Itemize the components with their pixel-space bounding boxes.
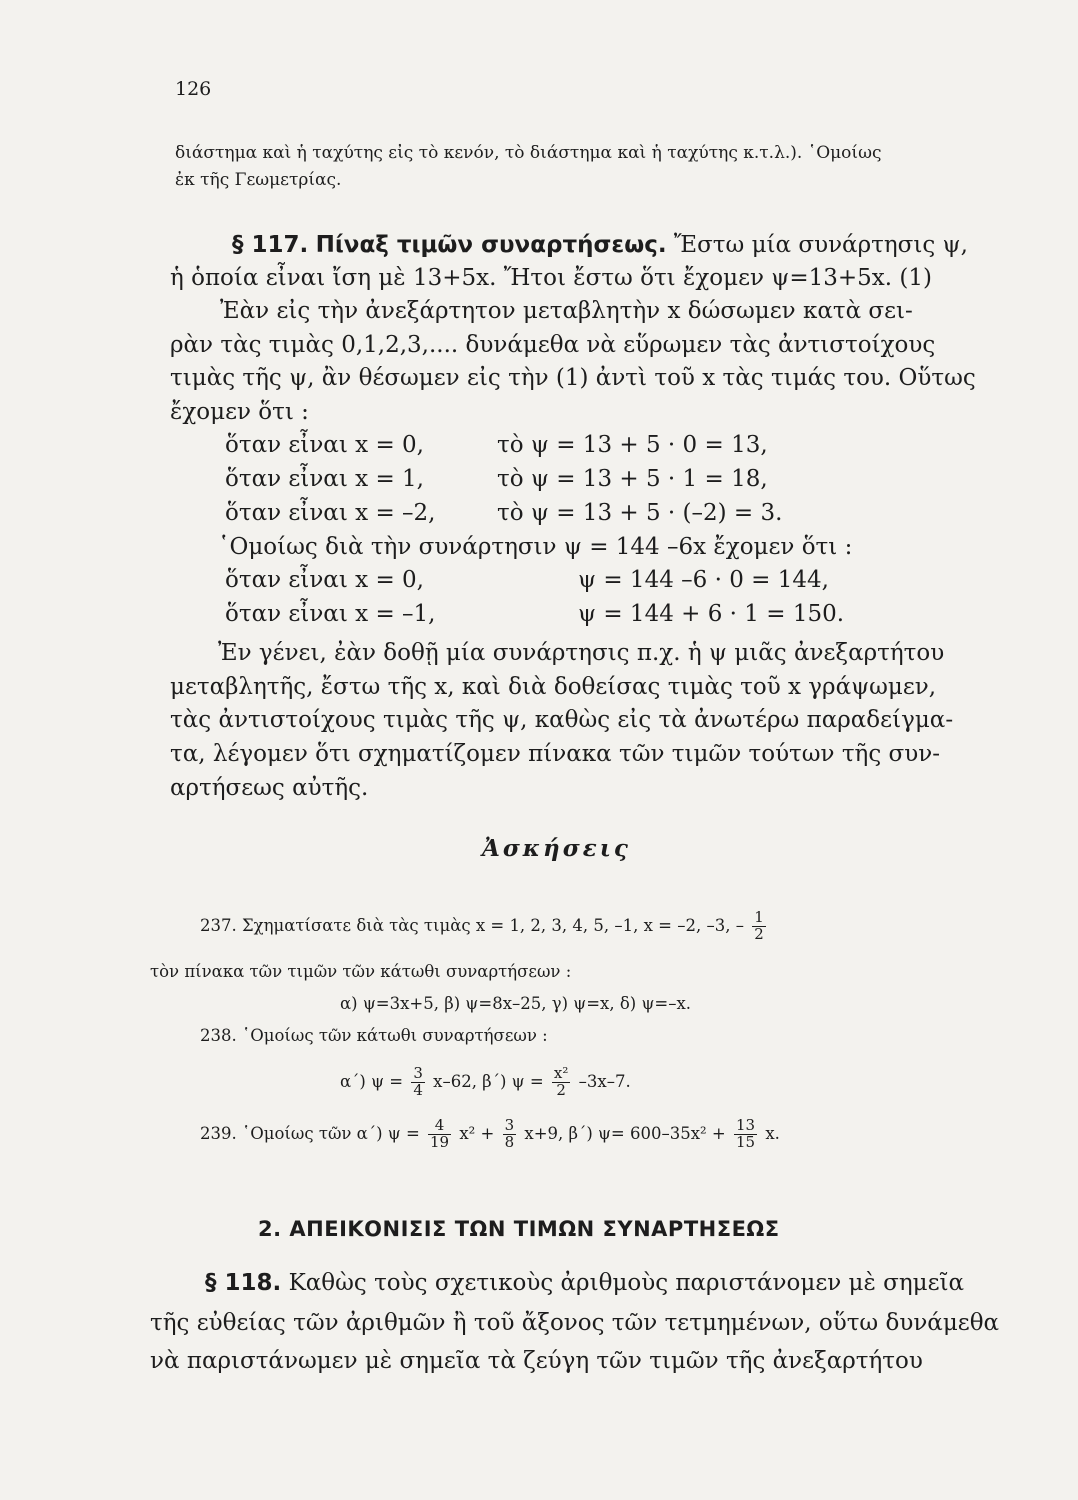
value-row-right: ψ = 144 + 6 · 1 = 150. bbox=[578, 601, 845, 627]
fraction: $\frac{1}{2}$ bbox=[754, 908, 764, 943]
exercise-237-line-1 bbox=[200, 910, 769, 943]
paragraph-line: τῆς εὐθείας τῶν ἀριθμῶν ἢ τοῦ ἄξονος τῶν τετμημένων, οὕτω δυνάμεθα bbox=[150, 1310, 1000, 1336]
value-row-right: τὸ ψ = 13 + 5 · 1 = 18, bbox=[497, 466, 768, 492]
paragraph-line: ἡ ὁποία εἶναι ἴση μὲ 13+5x. Ἤτοι ἔστω ὅτι ἔχομεν ψ=13+5x. (1) bbox=[170, 265, 932, 291]
fraction: $\frac{4}{19}$ bbox=[430, 1116, 450, 1151]
exercise-239: 239. ῾Ομοίως τῶν α΄) ψ = $\frac{4}{19}$ x² + $\frac{3}{8}$ x+9, β΄) ψ= 600–35x² + $\frac{13}{15}$ x. bbox=[200, 1116, 780, 1151]
intro-line-1: διάστημα καὶ ἡ ταχύτης εἰς τὸ κενόν, τὸ διάστημα καὶ ἡ ταχύτης κ.τ.λ.). ῾Ομοίως bbox=[175, 143, 882, 163]
value-row-right: ψ = 144 –6 · 0 = 144, bbox=[578, 567, 829, 593]
fraction: $\frac{3}{4}$ bbox=[413, 1064, 423, 1099]
value-row-right: τὸ ψ = 13 + 5 · 0 = 13, bbox=[497, 432, 768, 458]
section-117-number: § 117. bbox=[232, 232, 309, 258]
paragraph-line: μεταβλητῆς, ἔστω τῆς x, καὶ διὰ δοθείσας τιμὰς τοῦ x γράψωμεν, bbox=[170, 674, 937, 700]
value-row-left: ὅταν εἶναι x = 0, bbox=[225, 567, 424, 593]
page-number: 126 bbox=[175, 78, 212, 100]
value-row-left: ὅταν εἶναι x = –2, bbox=[225, 500, 436, 526]
section-117-heading bbox=[232, 232, 968, 258]
similarly-line: ῾Ομοίως διὰ τὴν συνάρτησιν ψ = 144 –6x ἔχομεν ὅτι : bbox=[218, 534, 853, 560]
section-118-number: § 118. bbox=[205, 1270, 282, 1296]
exercise-237-text: 237. Σχηματίσατε διὰ τὰς τιμὰς x = 1, 2, 3, 4, 5, –1, x = –2, –3, – bbox=[200, 915, 744, 935]
intro-line-2: ἐκ τῆς Γεωμετρίας. bbox=[175, 170, 342, 190]
paragraph-line: αρτήσεως αὐτῆς. bbox=[170, 775, 369, 801]
paragraph-line: τιμὰς τῆς ψ, ἂν θέσωμεν εἰς τὴν (1) ἀντὶ τοῦ x τὰς τιμάς του. Οὕτως bbox=[170, 365, 976, 391]
paragraph-line: νὰ παριστάνωμεν μὲ σημεῖα τὰ ζεύγη τῶν τιμῶν τῆς ἀνεξαρτήτου bbox=[150, 1348, 923, 1374]
exercise-238-formulas: α΄) ψ = $\frac{3}{4}$ x–62, β΄) ψ = $\frac{\text{x²}}{2}$ –3x–7. bbox=[340, 1064, 631, 1099]
section-117-line-1-rest: Ἔστω μία συνάρτησις ψ, bbox=[673, 232, 968, 258]
value-row-right: τὸ ψ = 13 + 5 · (–2) = 3. bbox=[497, 500, 783, 526]
value-row-left: ὅταν εἶναι x = 1, bbox=[225, 466, 424, 492]
paragraph-line: ἔχομεν ὅτι : bbox=[170, 399, 309, 425]
exercise-237-line-2: τὸν πίνακα τῶν τιμῶν τῶν κάτωθι συναρτήσεων : bbox=[150, 962, 572, 981]
section-118-line-1-rest: Καθὼς τοὺς σχετικοὺς ἀριθμοὺς παριστάνομεν μὲ σημεῖα bbox=[288, 1270, 965, 1296]
exercise-237-line-3: α) ψ=3x+5, β) ψ=8x–25, γ) ψ=x, δ) ψ=–x. bbox=[340, 994, 692, 1013]
paragraph-line: ρὰν τὰς τιμὰς 0,1,2,3,.... δυνάμεθα νὰ εὕρωμεν τὰς ἀντιστοίχους bbox=[170, 332, 936, 358]
paragraph-line: Ἐν γένει, ἐὰν δοθῇ μία συνάρτησις π.χ. ἡ ψ μιᾶς ἀνεξαρτήτου bbox=[218, 640, 945, 666]
paragraph-line: τὰς ἀντιστοίχους τιμὰς τῆς ψ, καθὼς εἰς τὰ ἀνωτέρω παραδείγμα- bbox=[170, 707, 954, 733]
value-row-left: ὅταν εἶναι x = 0, bbox=[225, 432, 424, 458]
section-118-heading bbox=[205, 1270, 964, 1296]
fraction: $\frac{\text{x²}}{2}$ bbox=[553, 1064, 569, 1099]
paragraph-line: τα, λέγομεν ὅτι σχηματίζομεν πίνακα τῶν τιμῶν τούτων τῆς συν- bbox=[170, 741, 940, 767]
fraction: $\frac{3}{8}$ bbox=[504, 1116, 515, 1151]
section-117-title: Πίναξ τιμῶν συναρτήσεως. bbox=[315, 232, 667, 258]
exercise-238-line-1: 238. ῾Ομοίως τῶν κάτωθι συναρτήσεων : bbox=[200, 1026, 548, 1045]
chapter-2-heading: 2. ΑΠΕΙΚΟΝΙΣΙΣ ΤΩΝ ΤΙΜΩΝ ΣΥΝΑΡΤΗΣΕΩΣ bbox=[258, 1217, 780, 1241]
paragraph-line: Ἐὰν εἰς τὴν ἀνεξάρτητον μεταβλητὴν x δώσωμεν κατὰ σει- bbox=[220, 298, 913, 324]
fraction: $\frac{13}{15}$ bbox=[735, 1116, 756, 1151]
value-row-left: ὅταν εἶναι x = –1, bbox=[225, 601, 436, 627]
exercises-heading: Ἀσκήσεις bbox=[482, 835, 631, 862]
